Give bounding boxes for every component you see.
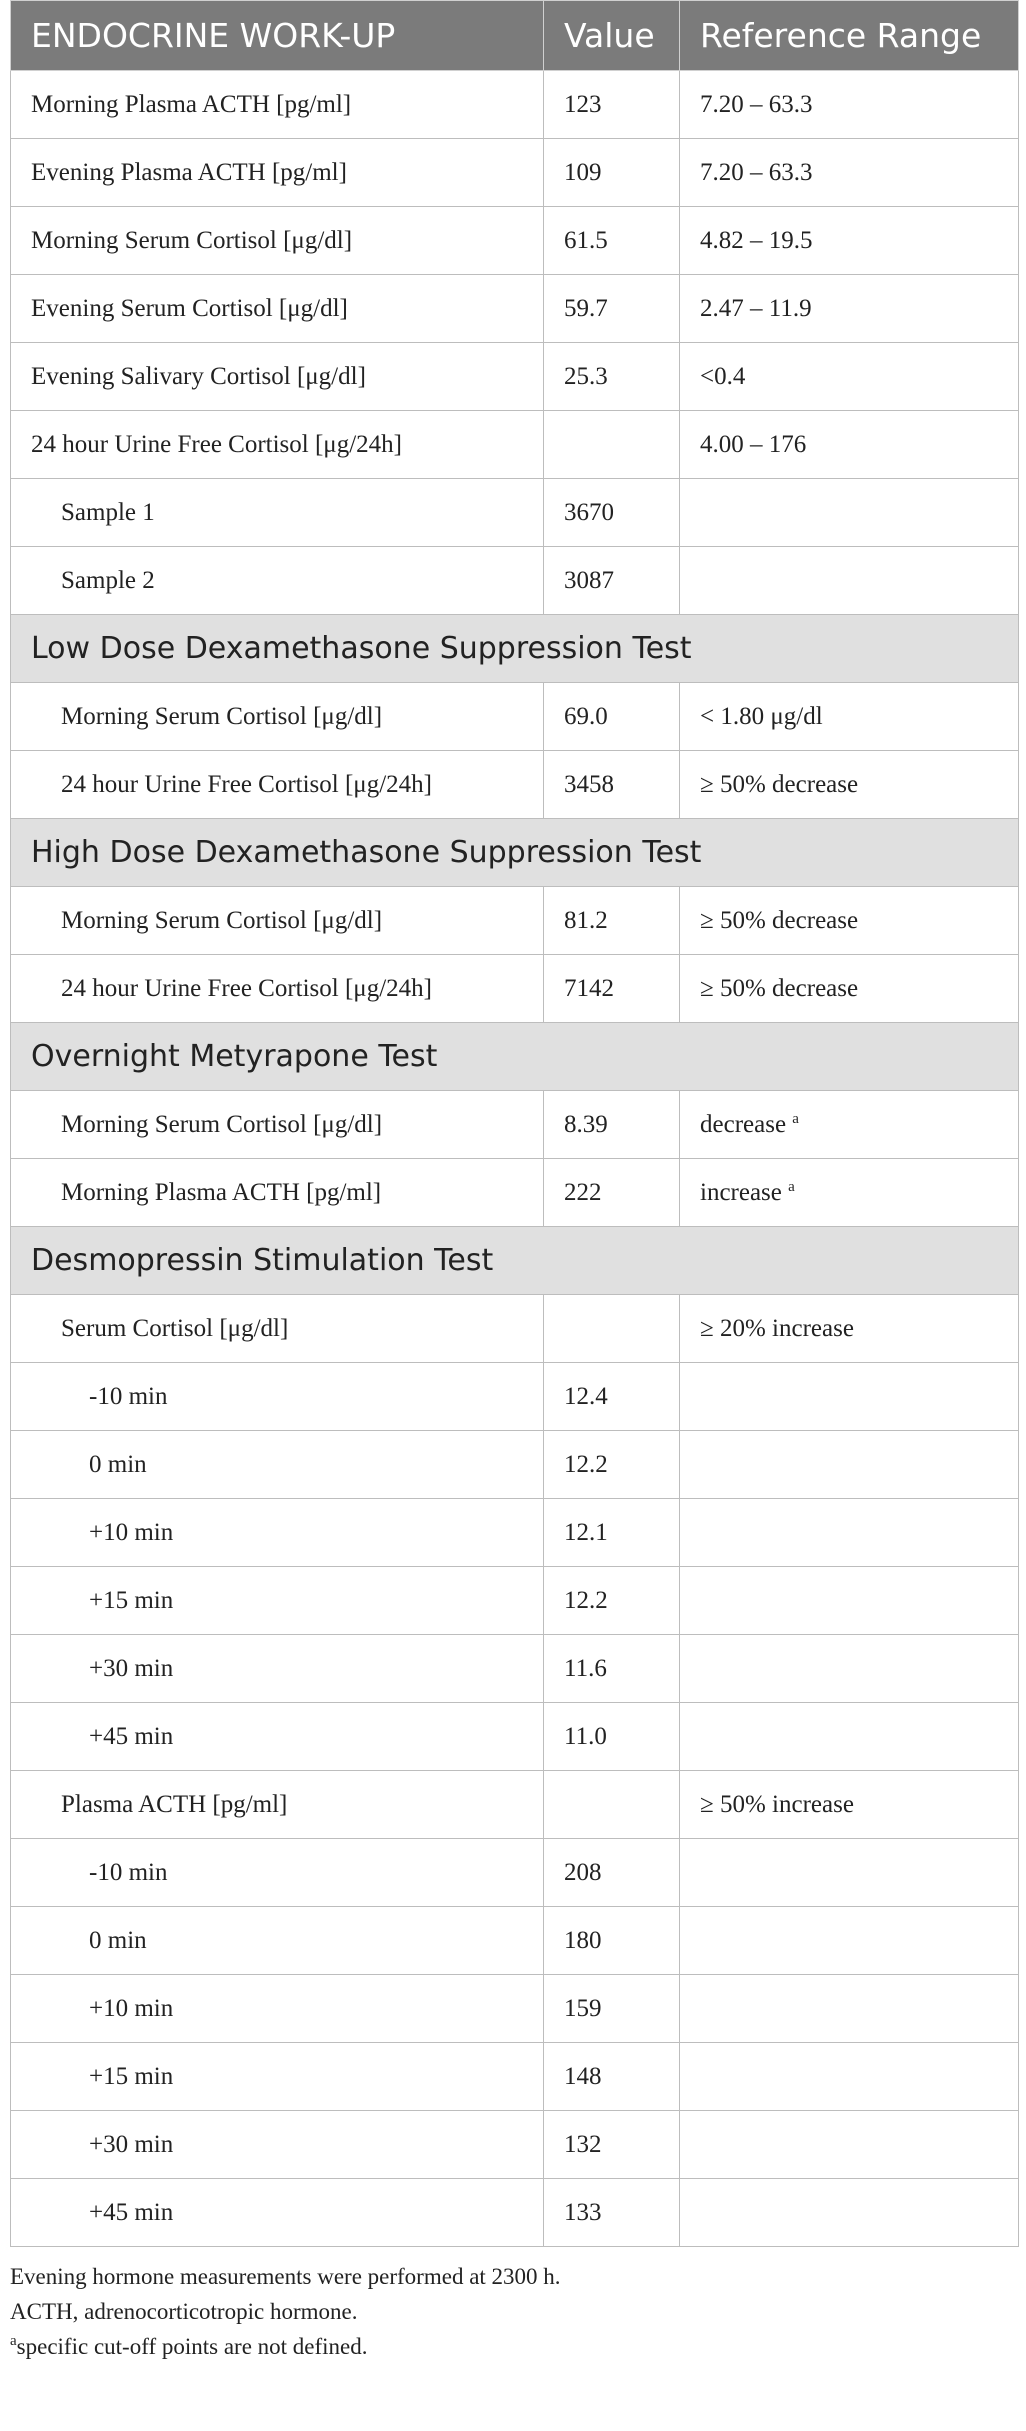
row-reference: 4.82 – 19.5 bbox=[680, 207, 1019, 275]
section-overnight-metyrapone bbox=[11, 1023, 1019, 1091]
row-label: 24 hour Urine Free Cortisol [μg/24h] bbox=[11, 955, 544, 1023]
row-label: +30 min bbox=[11, 2111, 544, 2179]
table-row bbox=[11, 2179, 1019, 2247]
row-label: +30 min bbox=[11, 1635, 544, 1703]
row-reference: ≥ 50% decrease bbox=[680, 887, 1019, 955]
row-label: Morning Serum Cortisol [μg/dl] bbox=[11, 683, 544, 751]
row-label: Morning Plasma ACTH [pg/ml] bbox=[11, 71, 544, 139]
table-row bbox=[11, 1091, 1019, 1159]
row-reference bbox=[680, 1703, 1019, 1771]
table-row bbox=[11, 955, 1019, 1023]
row-value: 69.0 bbox=[544, 683, 680, 751]
row-reference bbox=[680, 2111, 1019, 2179]
row-value: 12.2 bbox=[544, 1431, 680, 1499]
row-reference: 7.20 – 63.3 bbox=[680, 71, 1019, 139]
row-value: 132 bbox=[544, 2111, 680, 2179]
row-reference: 7.20 – 63.3 bbox=[680, 139, 1019, 207]
row-label: +15 min bbox=[11, 1567, 544, 1635]
table-footnotes bbox=[10, 2259, 1018, 2364]
row-value: 12.4 bbox=[544, 1363, 680, 1431]
row-label: 0 min bbox=[11, 1431, 544, 1499]
table-row bbox=[11, 2111, 1019, 2179]
row-label: Morning Serum Cortisol [μg/dl] bbox=[11, 207, 544, 275]
row-value: 11.0 bbox=[544, 1703, 680, 1771]
row-label: -10 min bbox=[11, 1363, 544, 1431]
table-row bbox=[11, 1499, 1019, 1567]
header-value: Value bbox=[544, 1, 680, 71]
row-label: Sample 1 bbox=[11, 479, 544, 547]
row-reference bbox=[680, 2043, 1019, 2111]
row-reference bbox=[680, 1567, 1019, 1635]
row-label: +15 min bbox=[11, 2043, 544, 2111]
row-value: 12.1 bbox=[544, 1499, 680, 1567]
row-reference bbox=[680, 1975, 1019, 2043]
table-row bbox=[11, 547, 1019, 615]
table-row bbox=[11, 1567, 1019, 1635]
row-label: 24 hour Urine Free Cortisol [μg/24h] bbox=[11, 751, 544, 819]
row-value: 11.6 bbox=[544, 1635, 680, 1703]
row-label: +10 min bbox=[11, 1499, 544, 1567]
row-reference bbox=[680, 1635, 1019, 1703]
row-label: 0 min bbox=[11, 1907, 544, 1975]
row-label: +10 min bbox=[11, 1975, 544, 2043]
row-value: 61.5 bbox=[544, 207, 680, 275]
row-reference bbox=[680, 1431, 1019, 1499]
table-row bbox=[11, 1431, 1019, 1499]
row-value: 180 bbox=[544, 1907, 680, 1975]
row-reference: <0.4 bbox=[680, 343, 1019, 411]
section-title: Low Dose Dexamethasone Suppression Test bbox=[11, 615, 1019, 683]
table-row bbox=[11, 1363, 1019, 1431]
row-label: Plasma ACTH [pg/ml] bbox=[11, 1771, 544, 1839]
footnote-acth-abbreviation: ACTH, adrenocorticotropic hormone. bbox=[10, 2299, 358, 2324]
footnote-marker: a bbox=[10, 2333, 17, 2349]
header-reference-range: Reference Range bbox=[680, 1, 1019, 71]
row-value: 208 bbox=[544, 1839, 680, 1907]
reference-text: increase bbox=[700, 1178, 782, 1206]
row-value: 3087 bbox=[544, 547, 680, 615]
header-test: ENDOCRINE WORK-UP bbox=[11, 1, 544, 71]
table-row bbox=[11, 207, 1019, 275]
endocrine-workup-table bbox=[10, 0, 1019, 2247]
section-high-dose-dexamethasone bbox=[11, 819, 1019, 887]
footnote-marker: a bbox=[788, 1178, 795, 1195]
table-row bbox=[11, 479, 1019, 547]
row-value bbox=[544, 411, 680, 479]
row-label: -10 min bbox=[11, 1839, 544, 1907]
table-row bbox=[11, 1635, 1019, 1703]
row-reference bbox=[680, 2179, 1019, 2247]
row-label: +45 min bbox=[11, 2179, 544, 2247]
row-label: Sample 2 bbox=[11, 547, 544, 615]
table-row bbox=[11, 887, 1019, 955]
row-label: Evening Plasma ACTH [pg/ml] bbox=[11, 139, 544, 207]
row-reference: 2.47 – 11.9 bbox=[680, 275, 1019, 343]
table-row bbox=[11, 275, 1019, 343]
row-value: 8.39 bbox=[544, 1091, 680, 1159]
row-reference: ≥ 20% increase bbox=[680, 1295, 1019, 1363]
row-value: 59.7 bbox=[544, 275, 680, 343]
row-value: 7142 bbox=[544, 955, 680, 1023]
table-row bbox=[11, 1907, 1019, 1975]
table-row bbox=[11, 1975, 1019, 2043]
row-value: 3458 bbox=[544, 751, 680, 819]
row-value: 123 bbox=[544, 71, 680, 139]
row-reference: ≥ 50% decrease bbox=[680, 751, 1019, 819]
table-row bbox=[11, 1703, 1019, 1771]
row-value: 222 bbox=[544, 1159, 680, 1227]
table-row bbox=[11, 1839, 1019, 1907]
row-reference: ≥ 50% increase bbox=[680, 1771, 1019, 1839]
footnote-cutoff-text: specific cut-off points are not defined. bbox=[16, 2334, 368, 2359]
row-value: 3670 bbox=[544, 479, 680, 547]
row-reference bbox=[680, 1839, 1019, 1907]
row-value: 148 bbox=[544, 2043, 680, 2111]
row-value: 25.3 bbox=[544, 343, 680, 411]
row-reference bbox=[680, 479, 1019, 547]
row-reference: < 1.80 μg/dl bbox=[680, 683, 1019, 751]
footnote-cutoff bbox=[10, 2329, 1018, 2364]
row-value bbox=[544, 1771, 680, 1839]
row-value: 12.2 bbox=[544, 1567, 680, 1635]
row-reference bbox=[680, 1363, 1019, 1431]
row-label: Evening Salivary Cortisol [μg/dl] bbox=[11, 343, 544, 411]
endocrine-table-container bbox=[10, 0, 1018, 2364]
table-row bbox=[11, 71, 1019, 139]
row-label: Morning Plasma ACTH [pg/ml] bbox=[11, 1159, 544, 1227]
section-title: High Dose Dexamethasone Suppression Test bbox=[11, 819, 1019, 887]
row-reference: 4.00 – 176 bbox=[680, 411, 1019, 479]
section-low-dose-dexamethasone bbox=[11, 615, 1019, 683]
row-value: 81.2 bbox=[544, 887, 680, 955]
row-reference bbox=[680, 1159, 1019, 1227]
row-reference bbox=[680, 1499, 1019, 1567]
row-value: 133 bbox=[544, 2179, 680, 2247]
row-label: Serum Cortisol [μg/dl] bbox=[11, 1295, 544, 1363]
table-row bbox=[11, 1159, 1019, 1227]
row-value: 109 bbox=[544, 139, 680, 207]
row-label: 24 hour Urine Free Cortisol [μg/24h] bbox=[11, 411, 544, 479]
section-desmopressin-stimulation bbox=[11, 1227, 1019, 1295]
row-value: 159 bbox=[544, 1975, 680, 2043]
row-reference bbox=[680, 547, 1019, 615]
row-label: +45 min bbox=[11, 1703, 544, 1771]
row-label: Morning Serum Cortisol [μg/dl] bbox=[11, 887, 544, 955]
table-row bbox=[11, 1295, 1019, 1363]
row-reference: ≥ 50% decrease bbox=[680, 955, 1019, 1023]
table-header-row bbox=[11, 1, 1019, 71]
table-row bbox=[11, 1771, 1019, 1839]
table-row bbox=[11, 139, 1019, 207]
row-reference bbox=[680, 1091, 1019, 1159]
table-row bbox=[11, 683, 1019, 751]
table-row bbox=[11, 343, 1019, 411]
row-value bbox=[544, 1295, 680, 1363]
section-title: Desmopressin Stimulation Test bbox=[11, 1227, 1019, 1295]
reference-text: decrease bbox=[700, 1110, 787, 1138]
row-reference bbox=[680, 1907, 1019, 1975]
section-title: Overnight Metyrapone Test bbox=[11, 1023, 1019, 1091]
row-label: Evening Serum Cortisol [μg/dl] bbox=[11, 275, 544, 343]
table-row bbox=[11, 2043, 1019, 2111]
table-row bbox=[11, 411, 1019, 479]
footnote-marker: a bbox=[792, 1110, 799, 1127]
table-row bbox=[11, 751, 1019, 819]
row-label: Morning Serum Cortisol [μg/dl] bbox=[11, 1091, 544, 1159]
footnote-evening-measurements: Evening hormone measurements were performed at 2300 h. bbox=[10, 2264, 561, 2289]
